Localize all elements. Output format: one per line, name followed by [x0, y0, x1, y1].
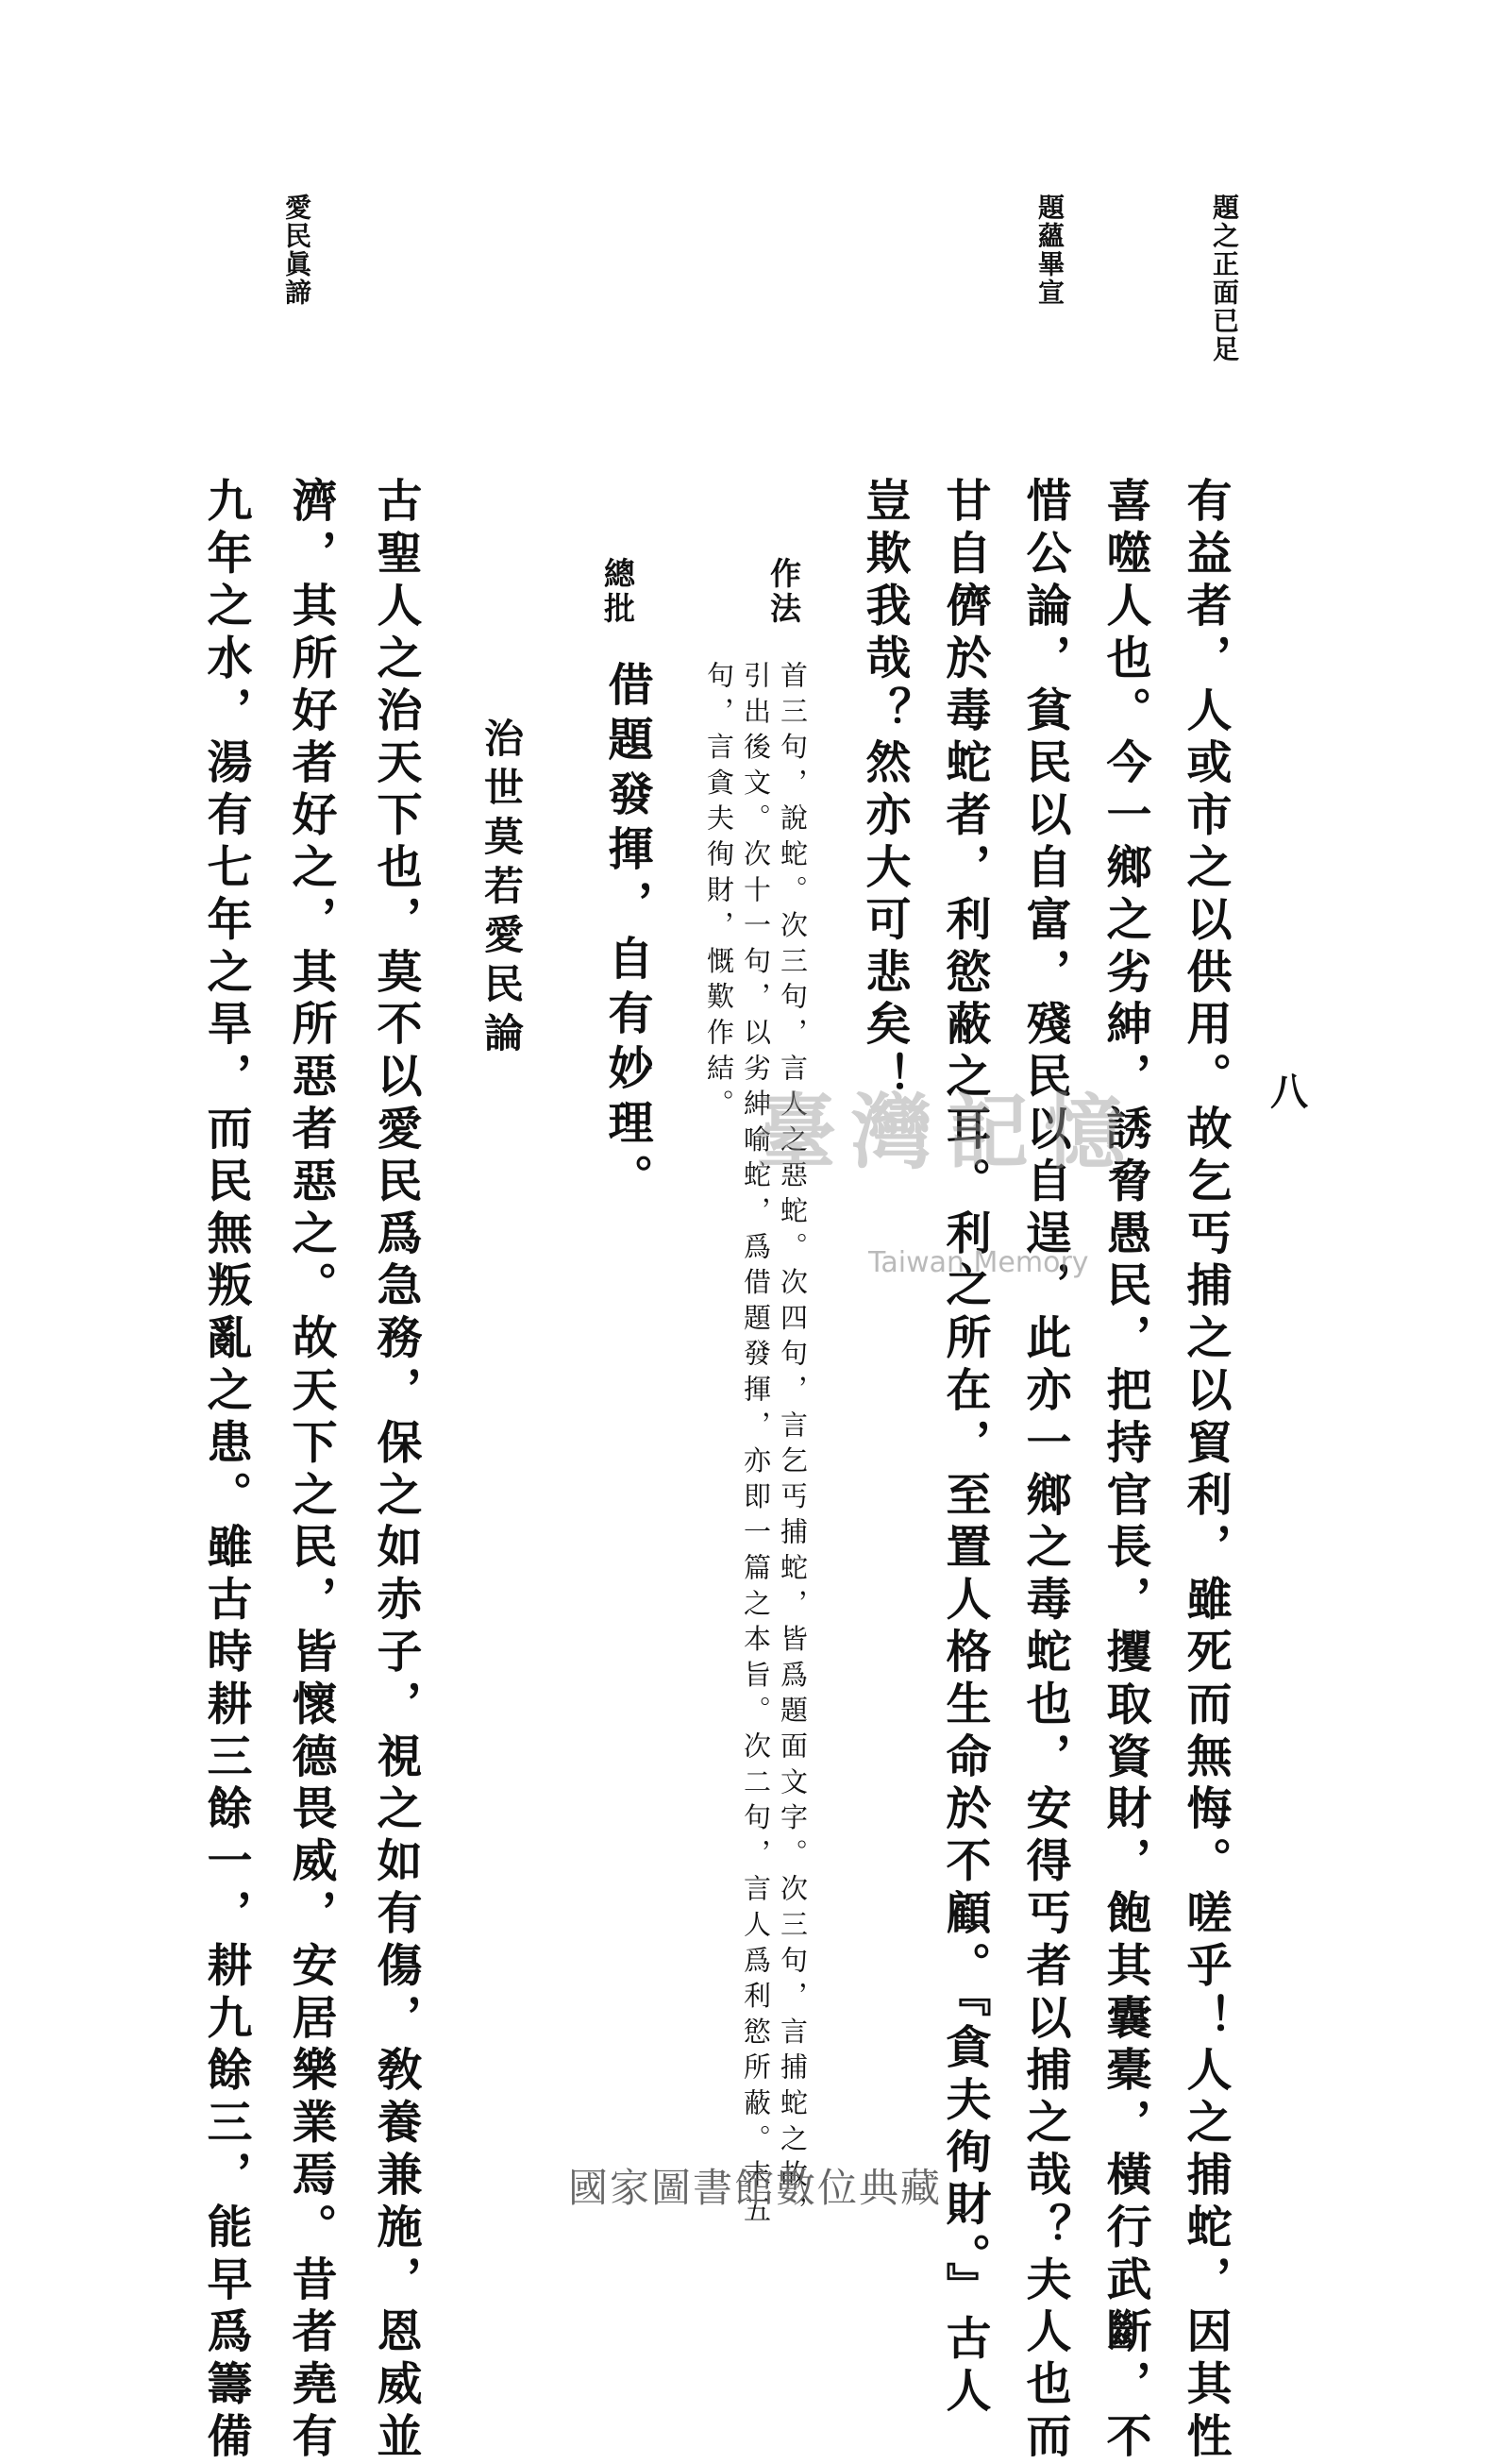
- watermark-logo: 臺灣記憶: [755, 1085, 1140, 1180]
- method-line: 句，言貪夫徇財，慨歎作結。: [703, 661, 735, 1125]
- footer-caption: 國家圖書館數位典藏: [567, 2165, 942, 2211]
- margin-note-a: 題之正面已足: [1209, 194, 1240, 363]
- text-column: 濟，其所好者好之，其所惡者惡之。故天下之民，皆懷德畏威，安居樂業焉。昔者堯有: [284, 477, 337, 2464]
- method-line: 引出後文。次十一句，以劣紳喻蛇，爲借題發揮，亦即一篇之本旨。次二句，言人爲利慾所蔽。末五: [740, 661, 772, 2232]
- running-title: 愛民眞諦: [281, 194, 312, 307]
- text-column: 甘自儕於毒蛇者，利慾蔽之耳。利之所在，至置人格生命於不顧。『貪夫徇財。』古人: [938, 477, 991, 2420]
- text-column: 古聖人之治天下也，莫不以愛民爲急務，保之如赤子，視之如有傷，敎養兼施，恩威並: [369, 477, 422, 2464]
- margin-note-b: 題蘊畢宣: [1034, 194, 1065, 307]
- text-column: 喜噬人也。今一鄉之劣紳，誘脅愚民，把持官長，攫取資財，飽其囊橐，橫行武斷，不: [1099, 477, 1151, 2464]
- summary-label: 總批: [599, 557, 636, 627]
- method-line: 首三句，說蛇。次三句，言人之惡蛇。次四句，言乞丐捕蛇，皆爲題面文字。次三句，言捕蛇之故，: [777, 661, 809, 2232]
- text-column: 九年之水，湯有七年之旱，而民無叛亂之患。雖古時耕三餘一，耕九餘三，能早爲籌備: [199, 477, 252, 2464]
- page-number: 八: [1270, 1070, 1308, 1114]
- summary-text: 借題發揮，自有妙理。: [600, 661, 653, 1208]
- watermark-subtitle: Taiwan Memory: [868, 1246, 1089, 1279]
- text-column: 有益者，人或市之以供用。故乞丐捕之以貿利，雖死而無悔。嗟乎！人之捕蛇，因其性: [1179, 477, 1232, 2464]
- text-column: 惜公論，貧民以自富，殘民以自逞，此亦一鄉之毒蛇也，安得丐者以捕之哉？夫人也而: [1018, 477, 1071, 2464]
- essay-title: 治世莫若愛民論: [478, 717, 525, 1061]
- method-label: 作法: [765, 557, 802, 627]
- text-column: 豈欺我哉？然亦大可悲矣！: [858, 477, 911, 1105]
